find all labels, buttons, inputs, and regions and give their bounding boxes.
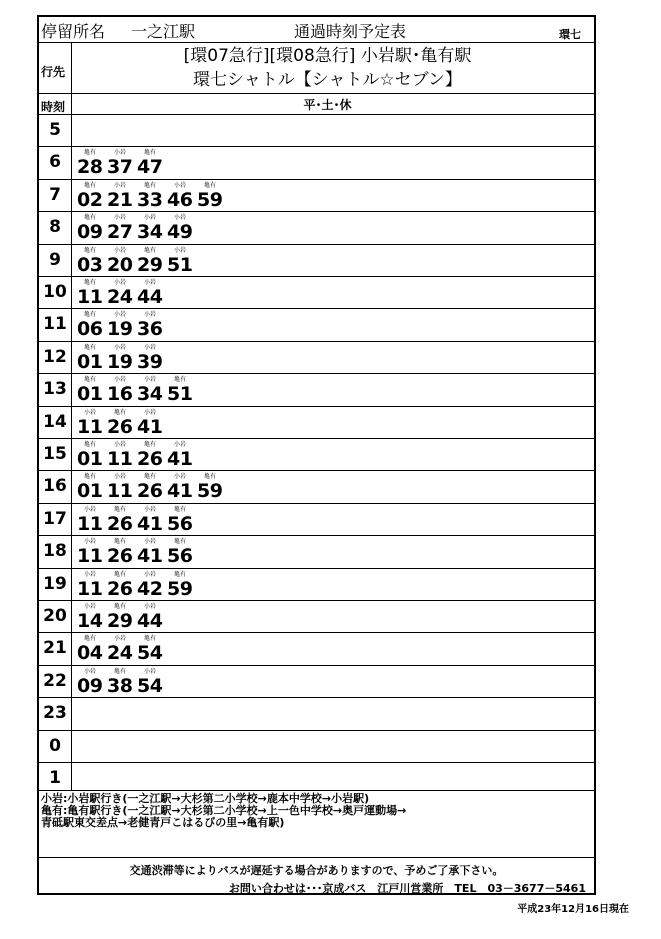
departure-destination: 亀有: [83, 214, 96, 222]
hour-cell: 17: [43, 508, 67, 529]
departure: [77, 470, 107, 502]
row-divider: [39, 470, 594, 471]
departure-minute: 41: [167, 480, 193, 503]
stop-name-label: 停留所名: [41, 22, 106, 41]
departure-destination: 亀有: [83, 635, 96, 643]
departure: [107, 373, 137, 405]
departure-destination: 小岩: [113, 635, 126, 643]
footer-divider: [39, 857, 594, 858]
hour-cell: 16: [43, 476, 67, 497]
departure-minute: 27: [107, 221, 133, 244]
departure-destination: 亀有: [83, 376, 96, 384]
hour-cell: 23: [43, 703, 67, 724]
row-divider: [39, 244, 594, 245]
departure-destination: 亀有: [143, 635, 156, 643]
departure-minute: 03: [77, 253, 103, 276]
departure-minute: 41: [137, 545, 163, 568]
timetable-row: [39, 308, 594, 340]
departure: [197, 179, 227, 211]
departure-minute: 02: [77, 188, 103, 211]
timetable-row: [39, 730, 594, 762]
departure-minute: 26: [107, 415, 133, 438]
departure-minute: 11: [107, 480, 133, 503]
hour-cell: 22: [43, 670, 67, 691]
departure: [107, 665, 137, 697]
departure-destination: 小岩: [143, 538, 156, 546]
departure-destination: 小岩: [83, 538, 96, 546]
departure: [77, 503, 107, 535]
hour-cell: 5: [49, 120, 61, 140]
legend-kameari: 亀有:亀有駅行き(一之江駅→大杉第二小学校→上一色中学校→奥戸運動場→: [41, 804, 407, 817]
departure-minute: 26: [107, 577, 133, 600]
departure: [137, 503, 167, 535]
departure-destination: 小岩: [143, 279, 156, 286]
departure-minute: 01: [77, 350, 103, 373]
departure: [167, 503, 197, 535]
departure-destination: 小岩: [113, 181, 126, 189]
departure: [137, 600, 167, 632]
departure: [77, 600, 107, 632]
timetable-row: [39, 146, 594, 178]
departure: [77, 146, 107, 178]
departure: [107, 632, 137, 664]
departure-destination: 小岩: [113, 149, 126, 157]
departure-minute: 54: [137, 642, 163, 665]
departure-minute: 11: [77, 415, 103, 438]
row-divider: [39, 632, 594, 633]
row-divider: [39, 146, 594, 147]
destination-divider: [39, 93, 594, 94]
departure-destination: 亀有: [83, 246, 96, 254]
departure-destination: 小岩: [113, 441, 126, 448]
departure-minute: 06: [77, 318, 103, 341]
departure-destination: 小岩: [83, 667, 96, 675]
hour-cell: 8: [49, 217, 61, 238]
departure: [77, 308, 107, 340]
departure-destination: 亀有: [83, 343, 96, 351]
departure: [107, 535, 137, 567]
route-code: 環七: [559, 28, 581, 41]
departure-destination: 亀有: [83, 181, 96, 189]
timetable-row: [39, 470, 594, 502]
departure: [167, 568, 197, 600]
row-divider: [39, 341, 594, 342]
departure: [137, 373, 167, 405]
departure-destination: 小岩: [113, 473, 126, 481]
departure-minute: 11: [77, 286, 103, 308]
departure-destination: 小岩: [143, 214, 156, 222]
departure: [167, 373, 197, 405]
departure-minute: 26: [137, 480, 163, 503]
row-divider: [39, 373, 594, 374]
departure-minute: 26: [137, 448, 163, 470]
timetable-row: [39, 503, 594, 535]
timetable-sheet: [37, 15, 596, 895]
page-title: 通過時刻予定表: [294, 22, 407, 41]
departure-destination: 亀有: [173, 376, 186, 384]
departure: [137, 568, 167, 600]
departure-destination: 亀有: [203, 473, 216, 481]
departure-minute: 20: [107, 253, 133, 276]
departure-destination: 亀有: [113, 505, 126, 513]
departure: [137, 406, 167, 438]
departure-minute: 59: [167, 577, 193, 600]
departure-minute: 14: [77, 610, 103, 632]
departure: [77, 568, 107, 600]
departure: [137, 308, 167, 340]
departure: [77, 632, 107, 664]
departure: [137, 632, 167, 664]
departure-minute: 41: [137, 415, 163, 438]
hour-cell: 0: [49, 735, 61, 756]
departure: [137, 341, 167, 373]
departure: [77, 244, 107, 276]
departure-destination: 小岩: [143, 667, 156, 675]
departure: [77, 535, 107, 567]
departure-destination: 亀有: [143, 181, 156, 189]
departure: [107, 341, 137, 373]
departure-destination: 亀有: [173, 570, 186, 578]
departure-destination: 亀有: [113, 538, 126, 546]
departure: [107, 438, 137, 470]
departure-destination: 小岩: [83, 603, 96, 610]
departure-minute: 09: [77, 221, 103, 244]
row-divider: [39, 276, 594, 277]
departure-minute: 19: [107, 350, 133, 373]
departure: [107, 276, 137, 308]
departure-minute: 19: [107, 318, 133, 341]
departure-minute: 04: [77, 642, 103, 665]
departure-minute: 01: [77, 383, 103, 406]
hour-column-label: 時刻: [41, 100, 66, 114]
departure-minute: 33: [137, 188, 163, 211]
delay-notice: 交通渋滞等によりバスが遅延する場合がありますので、予めご了承下さい。: [129, 864, 504, 877]
departure-minute: 28: [77, 156, 103, 179]
departure: [167, 211, 197, 243]
departure-minute: 34: [137, 221, 163, 244]
departure-destination: 亀有: [113, 667, 126, 675]
departure: [167, 470, 197, 502]
departure-minute: 44: [137, 286, 163, 308]
row-divider: [39, 762, 594, 763]
departure-minute: 34: [137, 383, 163, 406]
hour-cell: 18: [43, 541, 67, 562]
departure: [77, 179, 107, 211]
departure: [107, 179, 137, 211]
row-divider: [39, 600, 594, 601]
timetable-row: [39, 697, 594, 729]
departure-destination: 亀有: [83, 441, 96, 448]
departure-minute: 38: [107, 674, 133, 697]
departure-destination: 亀有: [143, 246, 156, 254]
timetable-row: [39, 406, 594, 438]
row-divider: [39, 730, 594, 731]
departure-minute: 41: [167, 448, 193, 470]
departure-destination: 小岩: [113, 343, 126, 351]
legend-koiwa: 小岩:小岩駅行き(一之江駅→大杉第二小学校→鹿本中学校→小岩駅): [41, 792, 370, 805]
hour-cell: 13: [43, 379, 67, 400]
timetable-row: [39, 665, 594, 697]
departure: [167, 535, 197, 567]
departure-destination: 亀有: [143, 441, 156, 448]
departure-destination: 亀有: [83, 279, 96, 286]
departure-destination: 小岩: [173, 441, 186, 448]
contact-info: お問い合わせは･･･京成バス 江戸川営業所 TEL 03－3677－5461: [228, 882, 586, 895]
departure-minute: 59: [197, 188, 223, 211]
departure-destination: 亀有: [143, 149, 156, 157]
departure-minute: 42: [137, 577, 163, 600]
destination-routes: [環07急行][環08急行] 小岩駅･亀有駅: [183, 46, 472, 66]
timetable-row: [39, 341, 594, 373]
timetable-row: [39, 373, 594, 405]
departure: [137, 276, 167, 308]
destination-legend: [41, 793, 406, 829]
departure-destination: 小岩: [83, 505, 96, 513]
departure: [107, 470, 137, 502]
departure-destination: 小岩: [143, 408, 156, 416]
as-of-date: 平成23年12月16日現在: [517, 904, 629, 915]
departure: [167, 179, 197, 211]
departure-minute: 29: [107, 610, 133, 632]
departure-destination: 亀有: [83, 149, 96, 157]
departure-destination: 小岩: [113, 214, 126, 222]
departure-destination: 小岩: [173, 246, 186, 254]
departure: [167, 438, 197, 470]
row-divider: [39, 211, 594, 212]
departure-destination: 亀有: [83, 473, 96, 481]
departure-minute: 11: [77, 545, 103, 568]
timetable-row: [39, 600, 594, 632]
departure-minute: 49: [167, 221, 193, 244]
legend-kameari-cont: 青砥駅東交差点→老健青戸こはるびの里→亀有駅): [41, 816, 285, 829]
departure-destination: 小岩: [143, 376, 156, 384]
hour-cell: 1: [49, 768, 61, 788]
destination-label: 行先: [41, 65, 66, 79]
departure: [107, 568, 137, 600]
departure: [77, 373, 107, 405]
timetable-row: [39, 211, 594, 243]
departure-minute: 39: [137, 350, 163, 373]
departure-destination: 小岩: [83, 570, 96, 578]
departure-minute: 26: [107, 512, 133, 535]
hour-cell: 12: [43, 346, 67, 367]
departure: [77, 341, 107, 373]
departure: [137, 535, 167, 567]
departure: [137, 438, 167, 470]
departure-minute: 09: [77, 674, 103, 697]
table-bottom-divider: [39, 790, 594, 791]
departure-destination: 小岩: [143, 311, 156, 319]
destination-service-name: 環七シャトル【シャトル☆セブン】: [193, 70, 462, 90]
departure-destination: 小岩: [173, 181, 186, 189]
departure: [137, 470, 167, 502]
departure-minute: 41: [137, 512, 163, 535]
departure-destination: 小岩: [113, 311, 126, 319]
departure-minute: 51: [167, 383, 193, 406]
departure-minute: 01: [77, 480, 103, 503]
departure-minute: 46: [167, 188, 193, 211]
departure: [107, 406, 137, 438]
timetable-row: [39, 568, 594, 600]
departure-destination: 亀有: [113, 570, 126, 578]
departure: [137, 665, 167, 697]
departure-minute: 26: [107, 545, 133, 568]
departure: [137, 179, 167, 211]
row-divider: [39, 503, 594, 504]
hour-cell: 19: [43, 573, 67, 594]
timetable-row: [39, 438, 594, 470]
departure: [77, 406, 107, 438]
departure-minute: 21: [107, 188, 133, 211]
departure-minute: 24: [107, 642, 133, 665]
departure-destination: 亀有: [173, 538, 186, 546]
departure-destination: 小岩: [173, 473, 186, 481]
departure-minute: 29: [137, 253, 163, 276]
departure: [137, 146, 167, 178]
departure-minute: 44: [137, 610, 163, 632]
hour-cell: 15: [43, 444, 67, 464]
departure: [137, 211, 167, 243]
row-divider: [39, 406, 594, 407]
timetable-row: [39, 244, 594, 276]
departure-minute: 37: [107, 156, 133, 179]
row-divider: [39, 179, 594, 180]
hour-cell: 21: [43, 638, 67, 659]
departure: [137, 244, 167, 276]
hour-cell: 7: [49, 184, 61, 205]
hour-cell: 20: [43, 606, 67, 626]
departure-destination: 小岩: [113, 376, 126, 384]
departure-minute: 01: [77, 448, 103, 470]
hour-cell: 10: [43, 282, 67, 302]
departure-minute: 24: [107, 286, 133, 308]
departure: [107, 211, 137, 243]
row-divider: [39, 697, 594, 698]
departure: [107, 600, 137, 632]
hour-cell: 9: [49, 249, 61, 270]
departure-minute: 54: [137, 674, 163, 697]
departure: [107, 244, 137, 276]
departure-destination: 小岩: [143, 343, 156, 351]
hour-cell: 6: [49, 152, 61, 173]
stop-name: 一之江駅: [131, 22, 196, 41]
departure-minute: 16: [107, 383, 133, 406]
row-divider: [39, 438, 594, 439]
departure-destination: 小岩: [143, 570, 156, 578]
departure-destination: 小岩: [143, 505, 156, 513]
departure-destination: 亀有: [173, 505, 186, 513]
timetable-row: [39, 179, 594, 211]
departure-minute: 36: [137, 318, 163, 341]
departure-minute: 11: [107, 448, 133, 470]
departure-destination: 小岩: [113, 246, 126, 254]
departure: [77, 665, 107, 697]
departure-destination: 亀有: [113, 603, 126, 610]
hour-cell: 11: [43, 314, 67, 335]
departure: [107, 503, 137, 535]
departure-minute: 59: [197, 480, 223, 503]
departure-minute: 56: [167, 512, 193, 535]
departure: [77, 276, 107, 308]
departure-destination: 小岩: [143, 603, 156, 610]
departure: [77, 211, 107, 243]
departure-destination: 小岩: [83, 408, 96, 416]
row-divider: [39, 568, 594, 569]
departure-minute: 11: [77, 577, 103, 600]
row-divider: [39, 535, 594, 536]
row-divider: [39, 308, 594, 309]
departure-destination: 小岩: [173, 214, 186, 222]
hour-cell: 14: [43, 411, 67, 432]
departure: [167, 244, 197, 276]
departure: [197, 470, 227, 502]
departure-minute: 11: [77, 512, 103, 535]
timetable-row: [39, 632, 594, 664]
departure-destination: 亀有: [113, 408, 126, 416]
departure: [77, 438, 107, 470]
departure-destination: 亀有: [203, 181, 216, 189]
timetable-row: [39, 276, 594, 308]
timetable-row: [39, 114, 594, 146]
day-type-label: 平･土･休: [303, 98, 352, 112]
row-divider: [39, 665, 594, 666]
departure-destination: 亀有: [83, 311, 96, 319]
departure-destination: 小岩: [113, 279, 126, 286]
timetable-row: [39, 535, 594, 567]
departure: [107, 308, 137, 340]
departure-minute: 47: [137, 156, 163, 179]
departure-destination: 亀有: [143, 473, 156, 481]
departure-minute: 51: [167, 253, 193, 276]
departure: [107, 146, 137, 178]
departure-minute: 56: [167, 545, 193, 568]
